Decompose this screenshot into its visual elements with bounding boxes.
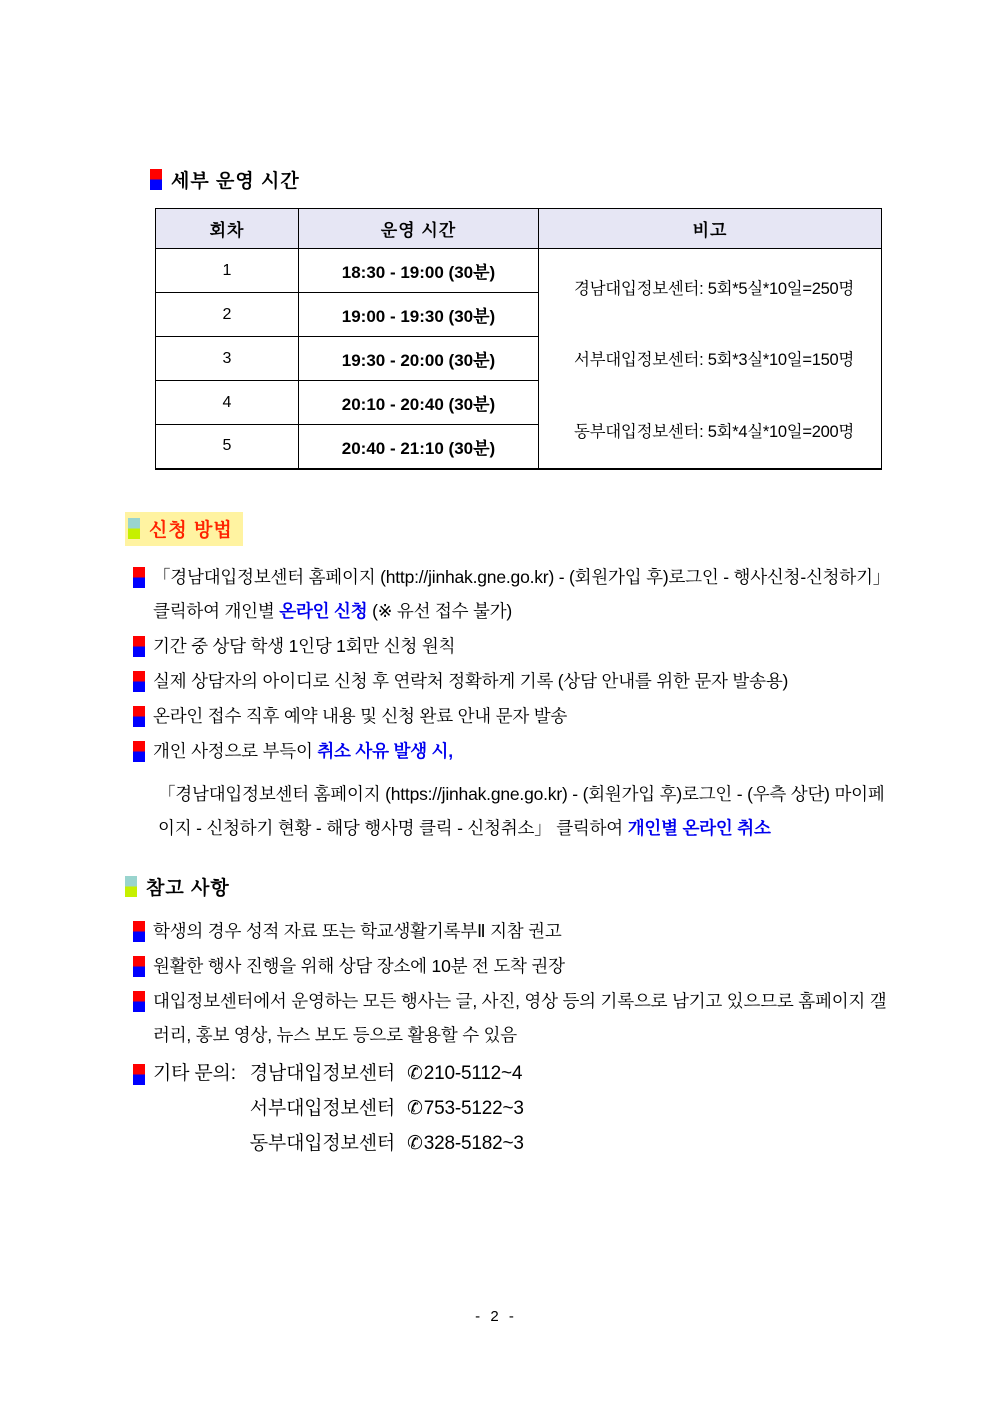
section-heading-hours [150, 166, 992, 193]
list-item-text [153, 560, 893, 628]
text-segment: (※ 유선 접수 불가) [367, 600, 513, 621]
red-blue-square-bullet-icon [133, 671, 145, 692]
red-blue-square-bullet-icon [133, 921, 145, 942]
red-blue-square-bullet-icon [133, 741, 145, 762]
note-line: 서부대입정보센터: 5회*3실*10일=150명 [574, 351, 854, 370]
note-line: 동부대입정보센터: 5회*4실*10일=200명 [574, 422, 854, 441]
notes-merged-cell [539, 249, 882, 469]
list-item [133, 949, 893, 983]
round-number: 4 [156, 381, 299, 425]
emphasis-blue-text: 온라인 신청 [279, 600, 368, 621]
contacts-label: 기타 문의: [153, 1062, 236, 1084]
red-blue-square-bullet-icon [133, 991, 145, 1012]
red-blue-square-bullet-icon [150, 169, 162, 190]
time-range: 19:30 - 20:00 (30분) [299, 337, 539, 381]
list-item [133, 734, 893, 768]
section-reference [0, 873, 992, 1161]
round-number: 3 [156, 337, 299, 381]
contact-line [250, 1126, 524, 1161]
text-segment: 실제 상담자의 아이디로 신청 후 연락처 정확하게 기록 (상담 안내를 위한 문자 발송용) [153, 670, 789, 691]
page-number: - 2 - [475, 1308, 517, 1325]
table-row [156, 249, 882, 293]
time-range: 20:10 - 20:40 (30분) [299, 381, 539, 425]
red-blue-square-bullet-icon [133, 956, 145, 977]
teal-green-square-bullet-icon [128, 518, 140, 539]
yellow-highlight [125, 512, 243, 546]
cancel-instructions-paragraph [158, 777, 886, 845]
teal-green-square-bullet-icon [125, 876, 137, 897]
table-header-row [156, 209, 882, 249]
text-segment: 온라인 접수 직후 예약 내용 및 신청 완료 안내 문자 발송 [153, 705, 568, 726]
phone-number: 753-5122~3 [423, 1097, 524, 1119]
list-item [133, 984, 893, 1052]
list-item-text: 대입정보센터에서 운영하는 모든 행사는 글, 사진, 영상 등의 기록으로 남기고 있으므로 홈페이지 갤러리, 홍보 영상, 뉴스 보도 등으로 활용할 수 있음 [153, 990, 887, 1045]
list-item [133, 699, 893, 733]
section-heading-apply [125, 512, 992, 546]
contact-line [250, 1091, 524, 1126]
red-blue-square-bullet-icon [133, 1064, 145, 1085]
round-number: 2 [156, 293, 299, 337]
list-item [133, 560, 893, 628]
contacts-list [250, 1056, 524, 1161]
text-segment: 개인 사정으로 부득이 [153, 740, 318, 761]
list-item-text [153, 699, 567, 733]
text-segment: 기간 중 상담 학생 1인당 1회만 신청 원칙 [153, 635, 456, 656]
emphasis-blue-text: 개인별 온라인 취소 [627, 817, 771, 838]
phone-icon: ✆ [407, 1062, 423, 1084]
red-blue-square-bullet-icon [133, 636, 145, 657]
phone-icon: ✆ [407, 1097, 423, 1119]
center-name: 동부대입정보센터 [249, 1132, 396, 1154]
notes-list [553, 251, 875, 465]
phone-icon: ✆ [407, 1132, 423, 1154]
section-heading-reference-text: 참고 사항 [146, 877, 230, 899]
center-name: 서부대입정보센터 [249, 1097, 396, 1119]
section-heading-hours-text: 세부 운영 시간 [171, 171, 300, 192]
list-item-text [153, 629, 455, 663]
emphasis-blue-text: 취소 사유 발생 시, [317, 740, 453, 761]
round-number: 5 [156, 425, 299, 469]
phone-number: 210-5112~4 [423, 1062, 523, 1084]
column-header-note: 비고 [539, 209, 882, 249]
list-item-text [153, 734, 453, 768]
list-item [133, 629, 893, 663]
section-heading-apply-text: 신청 방법 [149, 519, 233, 541]
phone-number: 328-5182~3 [423, 1132, 524, 1154]
red-blue-square-bullet-icon [133, 706, 145, 727]
note-line: 경남대입정보센터: 5회*5실*10일=250명 [574, 279, 854, 298]
column-header-time: 운영 시간 [299, 209, 539, 249]
time-range: 18:30 - 19:00 (30분) [299, 249, 539, 293]
text-segment: 「경남대입정보센터 홈페이지 (https://jinhak.gne.go.kr) - (회원가입 후)로그인 - (우측 상단) 마이페이지 - 신청하기 현황 - 해당 행사명 클릭 - 신청취소」 클릭하여 [158, 783, 885, 838]
time-range: 19:00 - 19:30 (30분) [299, 293, 539, 337]
contact-line [250, 1056, 524, 1091]
list-item [133, 664, 893, 698]
section-apply [0, 512, 992, 845]
center-name: 경남대입정보센터 [249, 1062, 396, 1084]
time-range: 20:40 - 21:10 (30분) [299, 425, 539, 469]
text-segment: 「경남대입정보센터 홈페이지 (http://jinhak.gne.go.kr) - (회원가입 후)로그인 - 행사신청-신청하기」 클릭하여 개인별 [153, 566, 891, 621]
round-number: 1 [156, 249, 299, 293]
list-item-text: 학생의 경우 성적 자료 또는 학교생활기록부Ⅱ 지참 권고 [153, 920, 562, 941]
list-item-text [153, 664, 788, 698]
contacts-text [153, 1056, 524, 1161]
list-item-text: 원활한 행사 진행을 위해 상담 장소에 10분 전 도착 권장 [153, 955, 565, 976]
contacts-item [133, 1056, 893, 1161]
operating-hours-table [155, 208, 882, 470]
section-heading-reference [125, 873, 992, 900]
column-header-round: 회차 [156, 209, 299, 249]
red-blue-square-bullet-icon [133, 567, 145, 588]
list-item [133, 914, 893, 948]
